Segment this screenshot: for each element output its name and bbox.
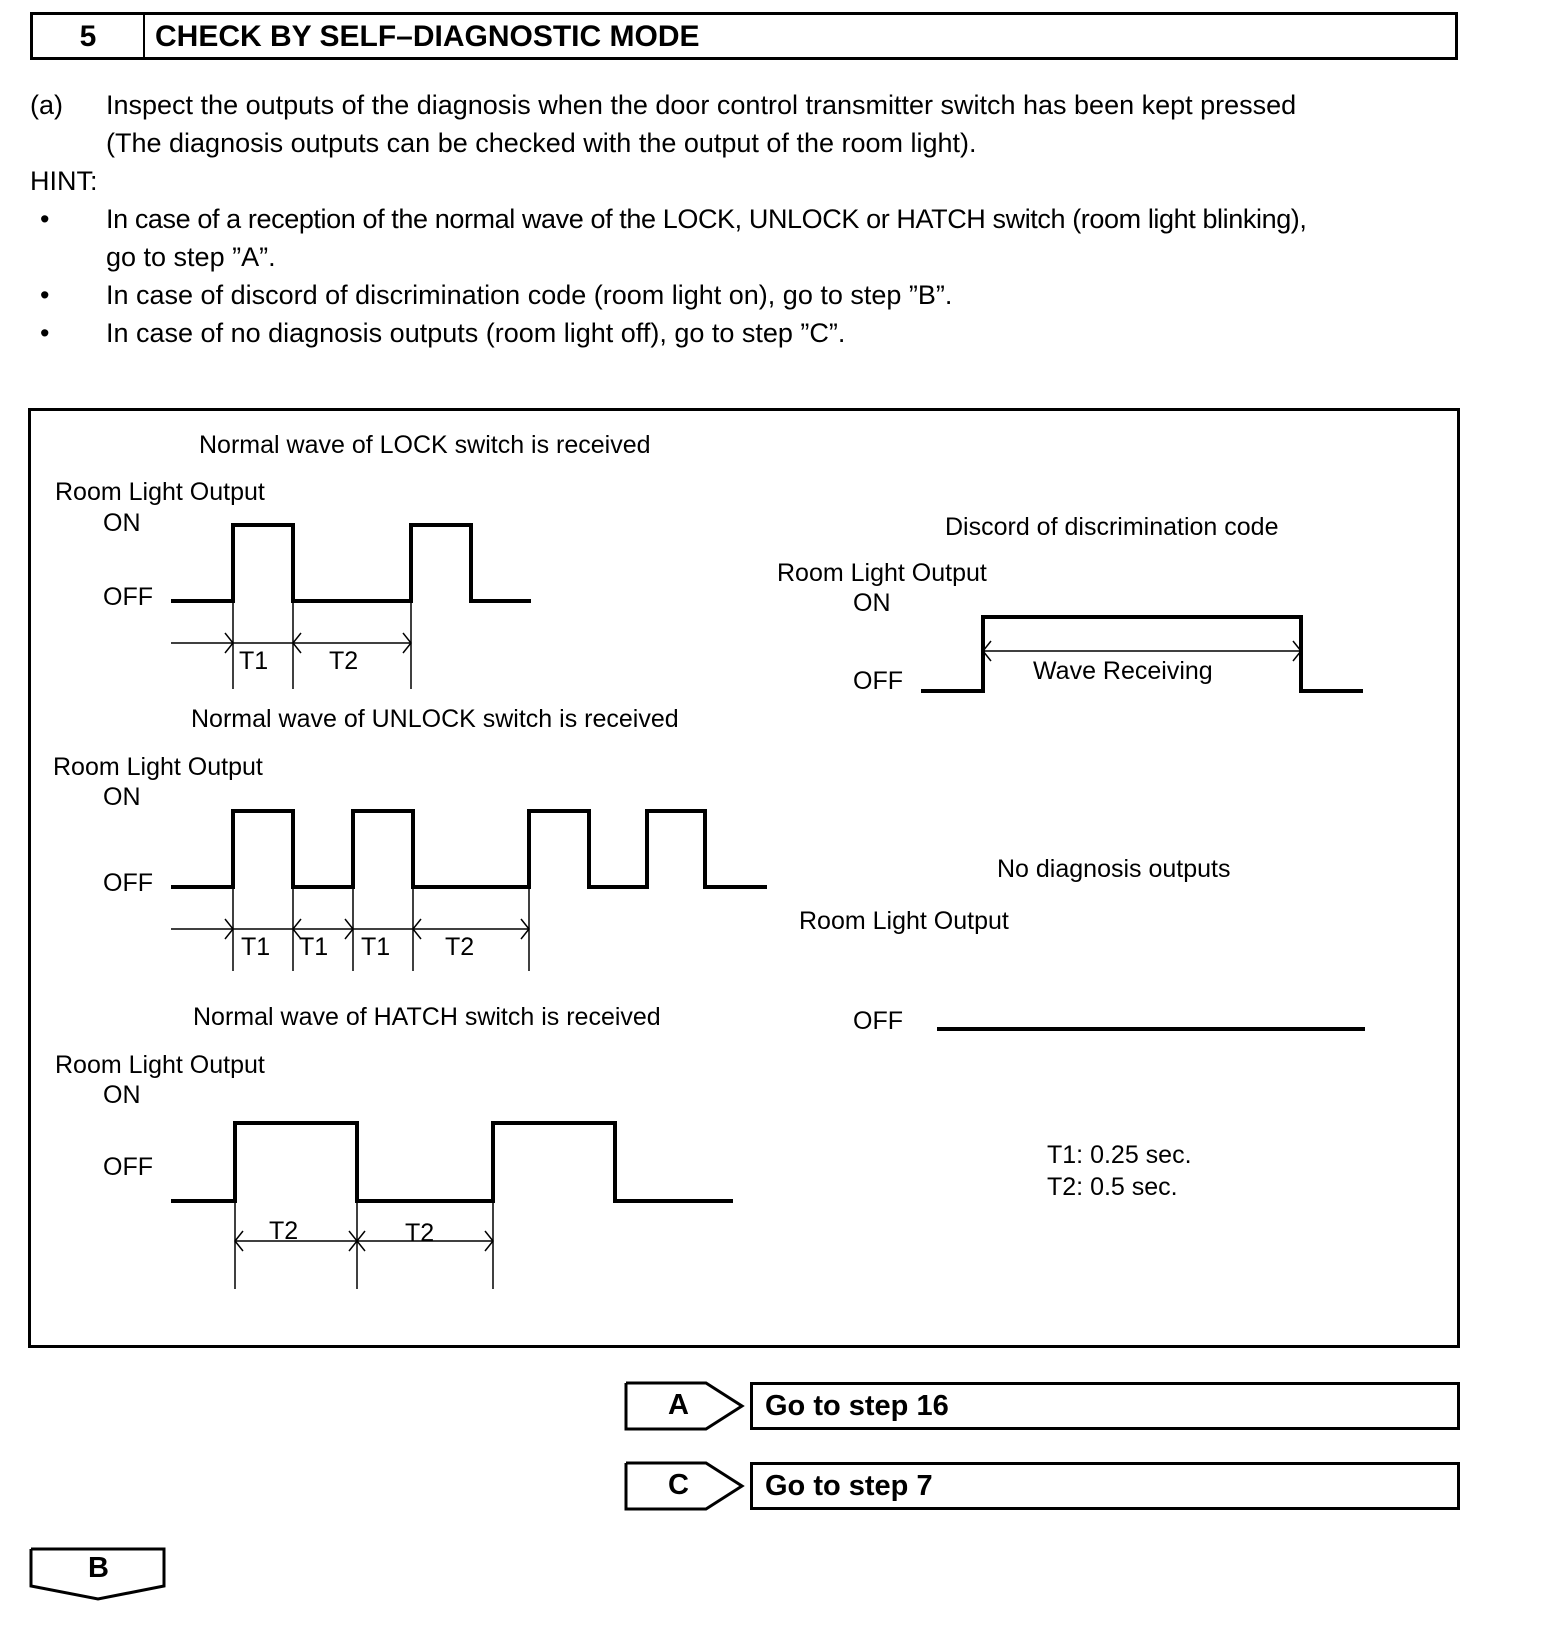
route-b-tag: B (88, 1552, 109, 1584)
unlock-interval-4: T2 (445, 933, 475, 961)
discord-ylabel: Room Light Output (777, 559, 987, 587)
hint-label: HINT: (30, 166, 98, 196)
hatch-interval-1: T2 (269, 1217, 299, 1245)
timing-diagram-panel (28, 408, 1460, 1348)
step-number: 5 (33, 15, 145, 57)
legend-t2: T2: 0.5 sec. (1047, 1173, 1178, 1201)
lock-on-label: ON (103, 509, 141, 537)
lock-interval-1: T1 (239, 647, 269, 675)
lock-waveform (171, 525, 531, 601)
unlock-on-label: ON (103, 783, 141, 811)
hatch-off-label: OFF (103, 1153, 153, 1181)
hatch-waveform (171, 1123, 733, 1201)
step-header (30, 12, 1458, 60)
hatch-on-label: ON (103, 1081, 141, 1109)
lock-ylabel: Room Light Output (55, 478, 265, 506)
none-diagram-title: No diagnosis outputs (997, 855, 1231, 883)
lock-interval-2: T2 (329, 647, 359, 675)
unlock-interval-3: T1 (361, 933, 391, 961)
legend-t1: T1: 0.25 sec. (1047, 1141, 1192, 1169)
instruction-line-1: Inspect the outputs of the diagnosis when the door control transmitter switch has been kept pressed (106, 90, 1297, 120)
route-a-tag: A (668, 1389, 689, 1421)
unlock-dimension-lines (171, 887, 529, 971)
hint-item-1-line-2: go to step ”A”. (106, 242, 276, 272)
lock-off-label: OFF (103, 583, 153, 611)
step-title: CHECK BY SELF–DIAGNOSTIC MODE (155, 20, 700, 53)
hatch-interval-2: T2 (405, 1219, 435, 1247)
bullet-icon: • (40, 318, 50, 348)
hatch-diagram-title: Normal wave of HATCH switch is received (193, 1003, 661, 1031)
lock-diagram-title: Normal wave of LOCK switch is received (199, 431, 651, 459)
discord-diagram-title: Discord of discrimination code (945, 513, 1279, 541)
bullet-icon: • (40, 204, 50, 234)
bullet-icon: • (40, 280, 50, 310)
hint-item-2: In case of discord of discrimination code (room light on), go to step ”B”. (106, 280, 953, 310)
unlock-ylabel: Room Light Output (53, 753, 263, 781)
route-c[interactable] (624, 1460, 1460, 1512)
route-b[interactable] (28, 1546, 168, 1602)
route-c-text[interactable]: Go to step 7 (750, 1462, 1460, 1510)
unlock-diagram-title: Normal wave of UNLOCK switch is received (191, 705, 679, 733)
none-off-label: OFF (853, 1007, 903, 1035)
unlock-interval-2: T1 (299, 933, 329, 961)
route-c-tag: C (668, 1469, 689, 1501)
route-a[interactable] (624, 1380, 1460, 1432)
unlock-interval-1: T1 (241, 933, 271, 961)
instruction-line-2: (The diagnosis outputs can be checked with the output of the room light). (106, 128, 977, 158)
discord-on-label: ON (853, 589, 891, 617)
hint-item-1-line-1: In case of a reception of the normal wave of the LOCK, UNLOCK or HATCH switch (room light blinking), (106, 204, 1307, 234)
none-ylabel: Room Light Output (799, 907, 1009, 935)
lock-dimension-lines (171, 601, 411, 689)
route-a-text[interactable]: Go to step 16 (750, 1382, 1460, 1430)
hatch-ylabel: Room Light Output (55, 1051, 265, 1079)
unlock-waveform (171, 811, 767, 887)
hint-item-3: In case of no diagnosis outputs (room light off), go to step ”C”. (106, 318, 846, 348)
waveforms (31, 411, 1457, 1345)
discord-span-label: Wave Receiving (1033, 657, 1213, 685)
discord-off-label: OFF (853, 667, 903, 695)
instruction-marker: (a) (30, 90, 63, 120)
unlock-off-label: OFF (103, 869, 153, 897)
